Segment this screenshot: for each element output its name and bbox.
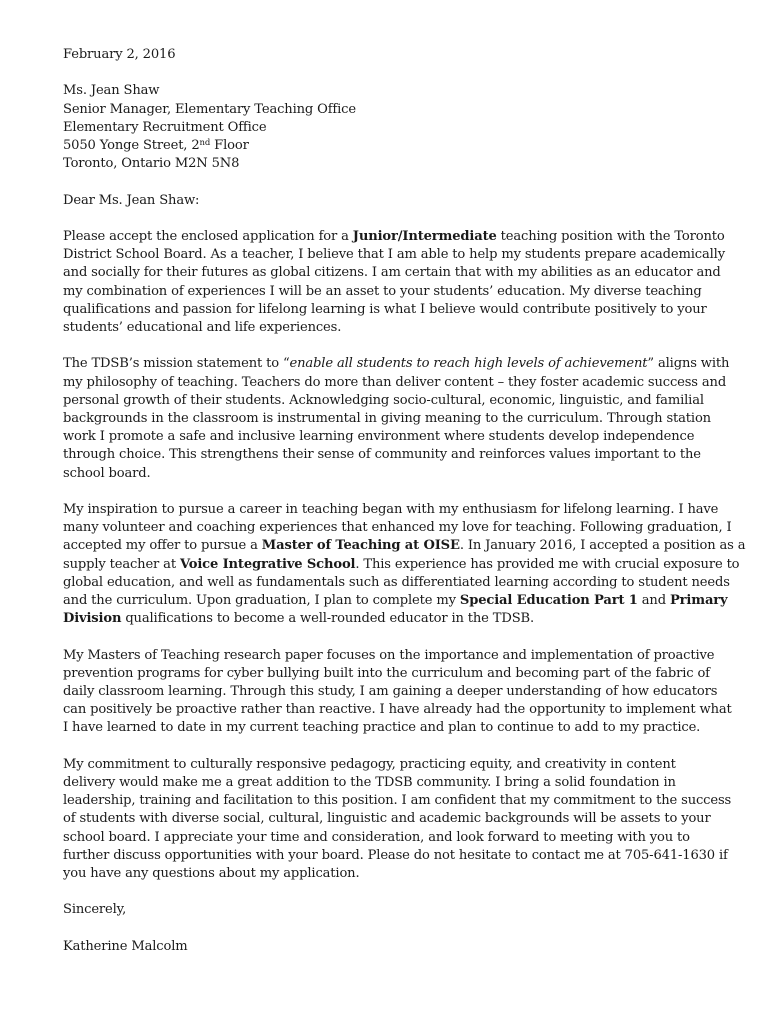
closing: Sincerely, <box>63 902 127 918</box>
recipient-address <box>63 82 723 173</box>
paragraph-4: My Masters of Teaching research paper focuses on the importance and implementation of proactive prevention programs for cyber bullying built into the curriculum and becoming part of the fabric of daily classroom learning. Through this study, I am gaining a deeper understanding of how educators can positively be proactive rather than reactive. I have already had the opportunity to implement what I have learned to date in my current teaching practice and plan to continue to add to my practice. <box>63 647 732 736</box>
letter-date: February 2, 2016 <box>63 47 176 62</box>
recipient-office: Elementary Recruitment Office <box>63 119 267 135</box>
signature-name: Katherine Malcolm <box>63 938 188 954</box>
paragraph-2: The TDSB’s mission statement to “enable all students to reach high levels of achievement” aligns with my philosophy of teaching. Teachers do more than deliver content – they foster academic success and personal growth of their students. Acknowledging socio-cultural, economic, linguistic, and familial backgrounds in the classroom is instrumental in giving meaning to the curriculum. Through station work I promote a safe and inclusive learning environment where students develop independence through choice. This strengthens their sense of community and reinforces values important to the school board. <box>63 356 730 481</box>
recipient-name: Ms. Jean Shaw <box>63 83 160 99</box>
recipient-title: Senior Manager, Elementary Teaching Office <box>63 101 356 117</box>
letter-page <box>63 46 746 956</box>
recipient-city: Toronto, Ontario M2N 5N8 <box>63 156 240 172</box>
recipient-street: 5050 Yonge Street, 2nd Floor <box>63 138 249 153</box>
paragraph-5: My commitment to culturally responsive pedagogy, practicing equity, and creativity in content delivery would make me a great addition to the TDSB community. I bring a solid foundation in leadership, training and facilitation to this position. I am confident that my commitment to the success of students with diverse social, cultural, linguistic and academic backgrounds will be assets to your school board. I appreciate your time and consideration, and look forward to meeting with you to further discuss opportunities with your board. Please do not hesitate to contact me at 705-641-1630 if you have any questions about my application. <box>63 756 732 882</box>
salutation: Dear Ms. Jean Shaw: <box>63 192 200 208</box>
paragraph-1: Please accept the enclosed application for a Junior/Intermediate teaching position with the Toronto District School Board. As a teacher, I believe that I am able to help my students prepare academically and socially for their futures as global citizens. I am certain that with my abilities as an educator and my combination of experiences I will be an asset to your students’ education. My diverse teaching qualifications and passion for lifelong learning is what I believe would contribute positively to your students’ educational and life experiences. <box>63 228 725 335</box>
paragraph-3: My inspiration to pursue a career in teaching began with my enthusiasm for lifelong learning. I have many volunteer and coaching experiences that enhanced my love for teaching. Following graduation, I accepted my offer to pursue a Master of Teaching at OISE. In January 2016, I accepted a position as a supply teacher at Voice Integrative School. This experience has provided me with crucial exposure to global education, and well as fundamentals such as differentiated learning according to student needs and the curriculum. Upon graduation, I plan to complete my Special Education Part 1 and Primary Division qualifications to become a well-rounded educator in the TDSB. <box>63 502 746 627</box>
